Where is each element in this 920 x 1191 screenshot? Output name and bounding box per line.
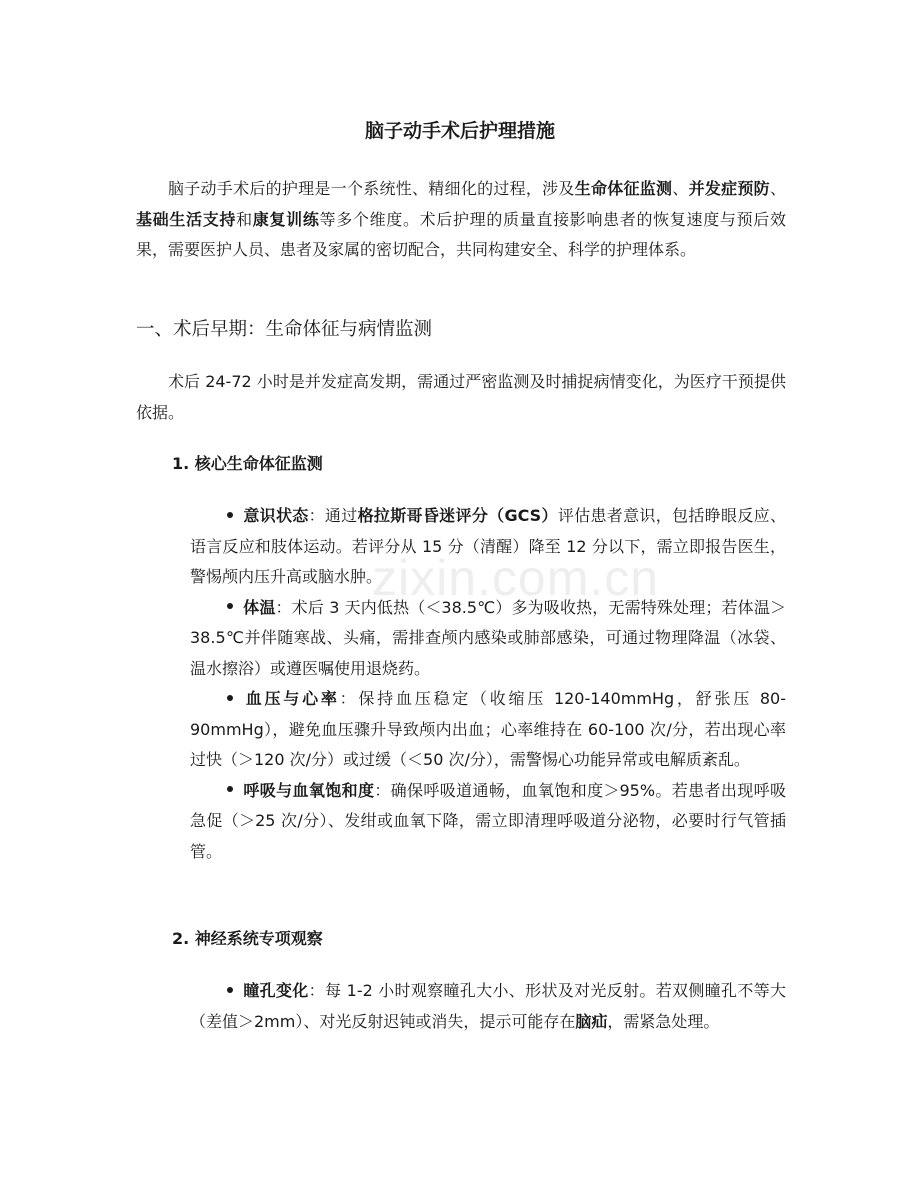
bullet-dot-icon <box>227 512 233 518</box>
list-item-respiration: 呼吸与血氧饱和度：确保呼吸道通畅，血氧饱和度＞95%。若患者出现呼吸急促（＞25 次/分）、发绀或血氧下降，需立即清理呼吸道分泌物，必要时行气管插管。 <box>190 780 786 861</box>
list-item-consciousness: 意识状态：通过格拉斯哥昏迷评分（GCS）评估患者意识，包括睁眼反应、语言反应和肢体运动。若评分从 15 分（清醒）降至 12 分以下，需立即报告医生，警惕颅内压升高或脑水肿。 <box>190 506 786 586</box>
list-item-pupil: 瞳孔变化：每 1-2 小时观察瞳孔大小、形状及对光反射。若双侧瞳孔不等大（差值＞2mm）、对光反射迟钝或消失，提示可能存在脑疝，需紧急处理。 <box>190 981 786 1031</box>
list-item-blood-pressure: 血压与心率：保持血压稳定（收缩压 120-140mmHg，舒张压 80-90mmHg），避免血压骤升导致颅内出血；心率维持在 60-100 次/分，若出现心率过快（＞120 次/分）或过缓（＜50 次/分），需警惕心功能异常或电解质紊乱。 <box>190 689 786 769</box>
neuro-observation-list <box>190 976 786 1037</box>
intro-paragraph: 脑子动手术后的护理是一个系统性、精细化的过程，涉及生命体征监测、并发症预防、基础生活支持和康复训练等多个维度。术后护理的质量直接影响患者的恢复速度与预后效果，需要医护人员、患者及家属的密切配合，共同构建安全、科学的护理体系。 <box>136 179 786 259</box>
subheading-vital-signs: 1. 核心生命体征监测 <box>172 454 323 473</box>
bullet-dot-icon <box>227 603 233 609</box>
list-item-temperature: 体温：术后 3 天内低热（＜38.5℃）多为吸收热，无需特殊处理；若体温＞38.5℃并伴随寒战、头痛，需排查颅内感染或肺部感染，可通过物理降温（冰袋、温水擦浴）或遵医嘱使用退烧药。 <box>190 597 786 678</box>
vital-signs-list <box>190 501 786 867</box>
bullet-dot-icon <box>227 695 233 701</box>
bullet-dot-icon <box>227 987 233 993</box>
watermark: zixin.com.cn <box>372 550 660 606</box>
bullet-dot-icon <box>227 786 233 792</box>
document-title: 脑子动手术后护理措施 <box>364 120 555 142</box>
subheading-neuro-observation: 2. 神经系统专项观察 <box>172 929 323 948</box>
section-heading-early-postop: 一、术后早期：生命体征与病情监测 <box>136 319 433 340</box>
early-postop-paragraph: 术后 24-72 小时是并发症高发期，需通过严密监测及时捕捉病情变化，为医疗干预提供依据。 <box>136 372 786 422</box>
